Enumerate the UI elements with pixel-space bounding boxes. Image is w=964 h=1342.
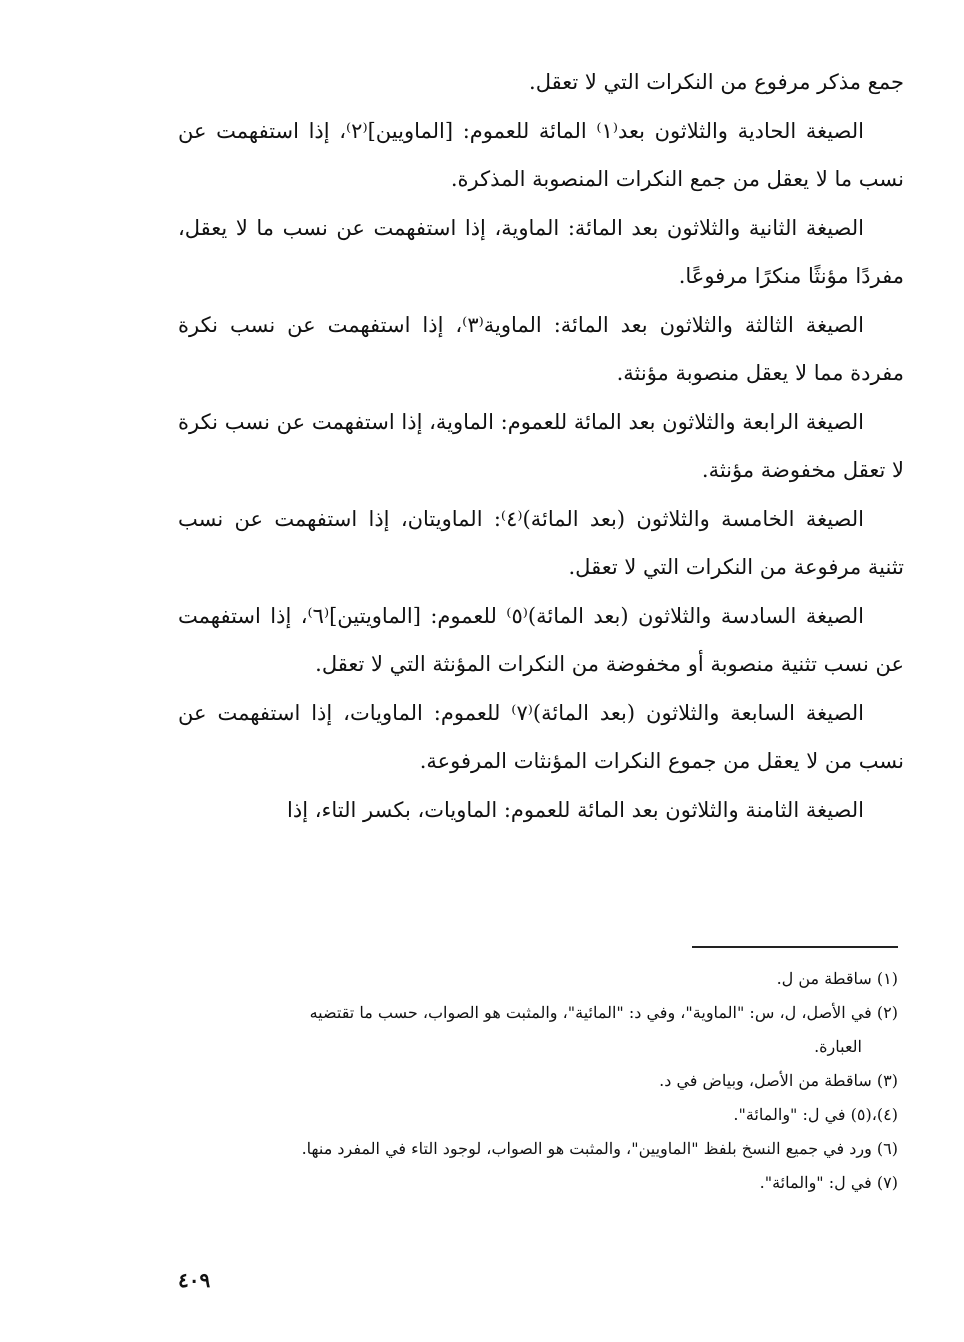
page-number: ٤٠٩ [178,1268,211,1292]
footnote-6: (٦) ورد في جميع النسخ بلفظ "الماويين"، والمثبت هو الصواب، لوجود التاء في المفرد منها. [301,1139,898,1158]
paragraph-form-136: الصيغة السادسة والثلاثون (بعد المائة)⁽٥⁾ للعموم: [الماويتين]⁽٦⁾، إذا استفهمت عن نسب تثنية منصوبة أو مخفوضة من النكرات المؤنثة التي لا تعقل. [178,603,904,676]
footnote-4-5: (٤)،(٥) في ل: "والمائة". [733,1105,898,1124]
footnotes [178,962,898,1200]
footnote-7: (٧) في ل: "والمائة". [759,1173,898,1192]
paragraph-form-135: الصيغة الخامسة والثلاثون (بعد المائة)⁽٤⁾: الماويتان، إذا استفهمت عن نسب تثنية مرفوعة من النكرات التي لا تعقل. [178,506,904,579]
footnote-divider [692,946,898,948]
paragraph-form-131: الصيغة الحادية والثلاثون بعد⁽١⁾ المائة للعموم: [الماويين]⁽٢⁾، إذا استفهمت عن نسب ما لا يعقل من جمع النكرات المنصوبة المذكرة. [178,118,904,191]
paragraph-form-132: الصيغة الثانية والثلاثون بعد المائة: الماوية، إذا استفهمت عن نسب ما لا يعقل، مفردًا مؤنثًا منكرًا مرفوعًا. [178,215,904,288]
footnote-2: (٢) في الأصل، ل، س: "الماوية"، وفي د: "المائية"، والمثبت هو الصواب، حسب ما تقتضيه [309,1003,898,1022]
text-line-continuation: جمع مذكر مرفوع من النكرات التي لا تعقل. [529,70,904,94]
paragraph-form-134: الصيغة الرابعة والثلاثون بعد المائة للعموم: الماوية، إذا استفهمت عن نسب نكرة لا تعقل مخفوضة مؤنثة. [178,409,904,482]
footnote-2-continuation: العبارة. [814,1037,862,1056]
main-text [178,58,904,834]
paragraph-form-133: الصيغة الثالثة والثلاثون بعد المائة: الماوية⁽٣⁾، إذا استفهمت عن نسب نكرة مفردة مما لا يعقل منصوبة مؤنثة. [178,312,904,385]
paragraph-form-137: الصيغة السابعة والثلاثون (بعد المائة)⁽٧⁾ للعموم: الماويات، إذا استفهمت عن نسب من لا يعقل من جموع النكرات المؤنثات المرفوعة. [178,700,904,773]
footnote-3: (٣) ساقطة من الأصل، وبياض في د. [659,1071,898,1090]
footnote-1: (١) ساقطة من ل. [776,969,898,988]
paragraph-form-138: الصيغة الثامنة والثلاثون بعد المائة للعموم: الماويات، بكسر التاء، إذا [287,797,864,822]
